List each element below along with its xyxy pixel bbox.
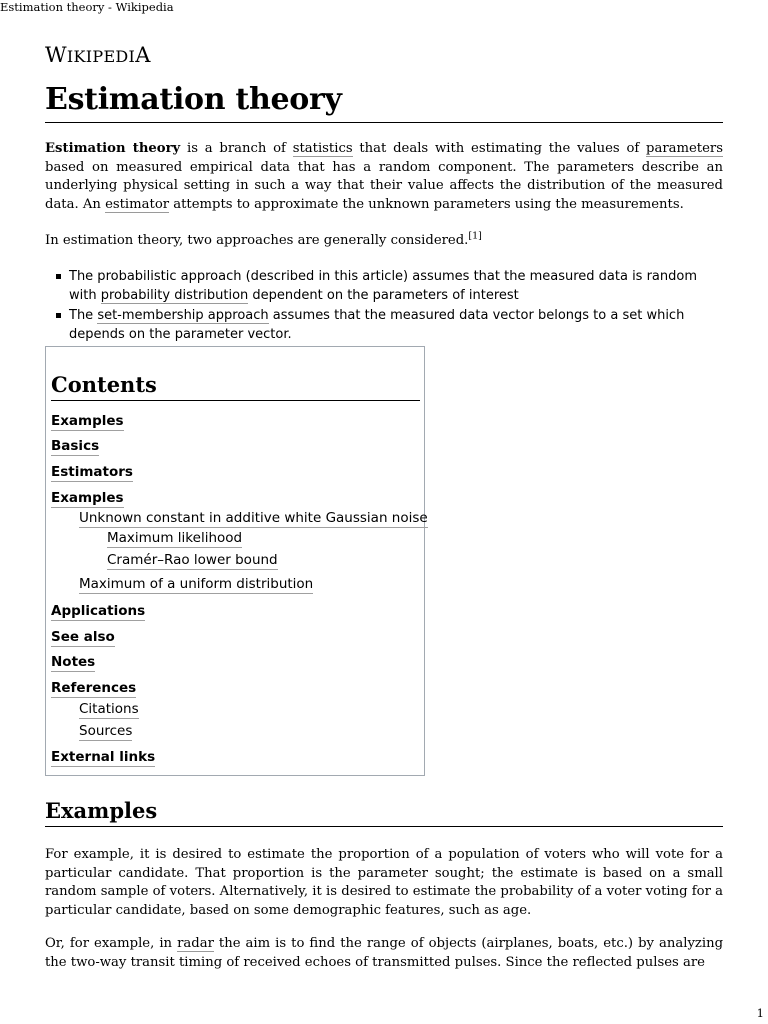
intro-bold-term: Estimation theory	[45, 141, 181, 156]
toc-title: Contents	[51, 370, 420, 401]
toc-item-notes[interactable]: Notes	[51, 654, 96, 670]
link-estimator[interactable]: estimator	[105, 197, 170, 213]
bullet-2-text-2: assumes that the measured data vector belongs to a set which depends on the parameter vector.	[69, 308, 685, 342]
toc-item-maximum-likelihood[interactable]: Maximum likelihood	[107, 530, 243, 546]
link-statistics[interactable]: statistics	[292, 141, 353, 156]
intro-text-2: that deals with estimating the values of	[352, 141, 647, 156]
bullet-2-text-1: The	[69, 308, 98, 323]
bullet-1-text-2: dependent on the parameters of interest	[248, 287, 519, 303]
approaches-text: In estimation theory, two approaches are generally considered.	[45, 233, 469, 248]
toc-item-basics[interactable]: Basics	[51, 438, 100, 454]
list-item	[45, 307, 723, 344]
page-title: Estimation theory	[45, 80, 723, 123]
toc-item-sources[interactable]: Sources	[79, 723, 133, 739]
wordmark-w: W	[45, 43, 67, 67]
intro-text-3: based on measured empirical data that has a random component. The parameters describe an underlying physical setting in such a way that their value affects the distribution of the measured data. An	[45, 159, 723, 213]
print-header: Estimation theory - Wikipedia	[0, 0, 174, 14]
list-item	[45, 268, 723, 305]
toc-item-external-links[interactable]: External links	[51, 749, 156, 765]
examples-p2-text-2: the aim is to find the range of objects (airplanes, boats, etc.) by analyzing the two-way transit timing of received echoes of transmitted pulses. Since the reflected pulses are	[45, 936, 724, 970]
bullet-1-text-1: The probabilistic approach (described in this article) assumes that the measured data is random with	[69, 269, 698, 303]
toc-item-maximum-uniform[interactable]: Maximum of a uniform distribution	[79, 576, 314, 592]
examples-p2-text-1: Or, for example, in	[45, 936, 178, 951]
toc-item-examples[interactable]: Examples	[51, 413, 124, 429]
intro-text-1: is a branch of	[180, 141, 293, 156]
link-parameters[interactable]: parameters	[646, 141, 723, 156]
intro-text-4: attempts to approximate the unknown parameters using the measurements.	[169, 197, 684, 213]
examples-paragraph-2	[45, 935, 723, 972]
link-radar[interactable]: radar	[177, 936, 214, 951]
table-of-contents	[45, 346, 428, 776]
wikipedia-wordmark[interactable]	[45, 42, 151, 70]
approaches-paragraph	[45, 232, 723, 251]
wordmark-a: A	[135, 43, 151, 67]
intro-paragraph	[45, 140, 723, 215]
toc-item-see-also[interactable]: See also	[51, 629, 115, 645]
link-set-membership-approach[interactable]: set-membership approach	[97, 308, 269, 323]
page-number: 1	[756, 1006, 764, 1020]
reference-link-1[interactable]: [1]	[468, 230, 482, 242]
toc-item-examples-2[interactable]: Examples	[51, 490, 124, 506]
approaches-list	[45, 268, 723, 346]
toc-item-unknown-constant[interactable]: Unknown constant in additive white Gaussian noise	[79, 510, 428, 526]
link-probability-distribution[interactable]: probability distribution	[100, 287, 249, 303]
toc-item-cramer-rao[interactable]: Cramér–Rao lower bound	[107, 552, 278, 568]
toc-item-references[interactable]: References	[51, 680, 137, 696]
toc-item-citations[interactable]: Citations	[79, 701, 139, 717]
toc-item-applications[interactable]: Applications	[51, 603, 146, 619]
wordmark-ikipedi: IKIPEDI	[66, 47, 136, 66]
toc-item-estimators[interactable]: Estimators	[51, 464, 133, 480]
examples-paragraph-1: For example, it is desired to estimate the proportion of a population of voters who will vote for a particular candidate. That proportion is the parameter sought; the estimate is based on a small random sample of voters. Alternatively, it is desired to estimate the probability of a voter voting for a particular candidate, based on some demographic features, such as age.	[45, 847, 723, 919]
section-heading-examples: Examples	[45, 796, 723, 827]
